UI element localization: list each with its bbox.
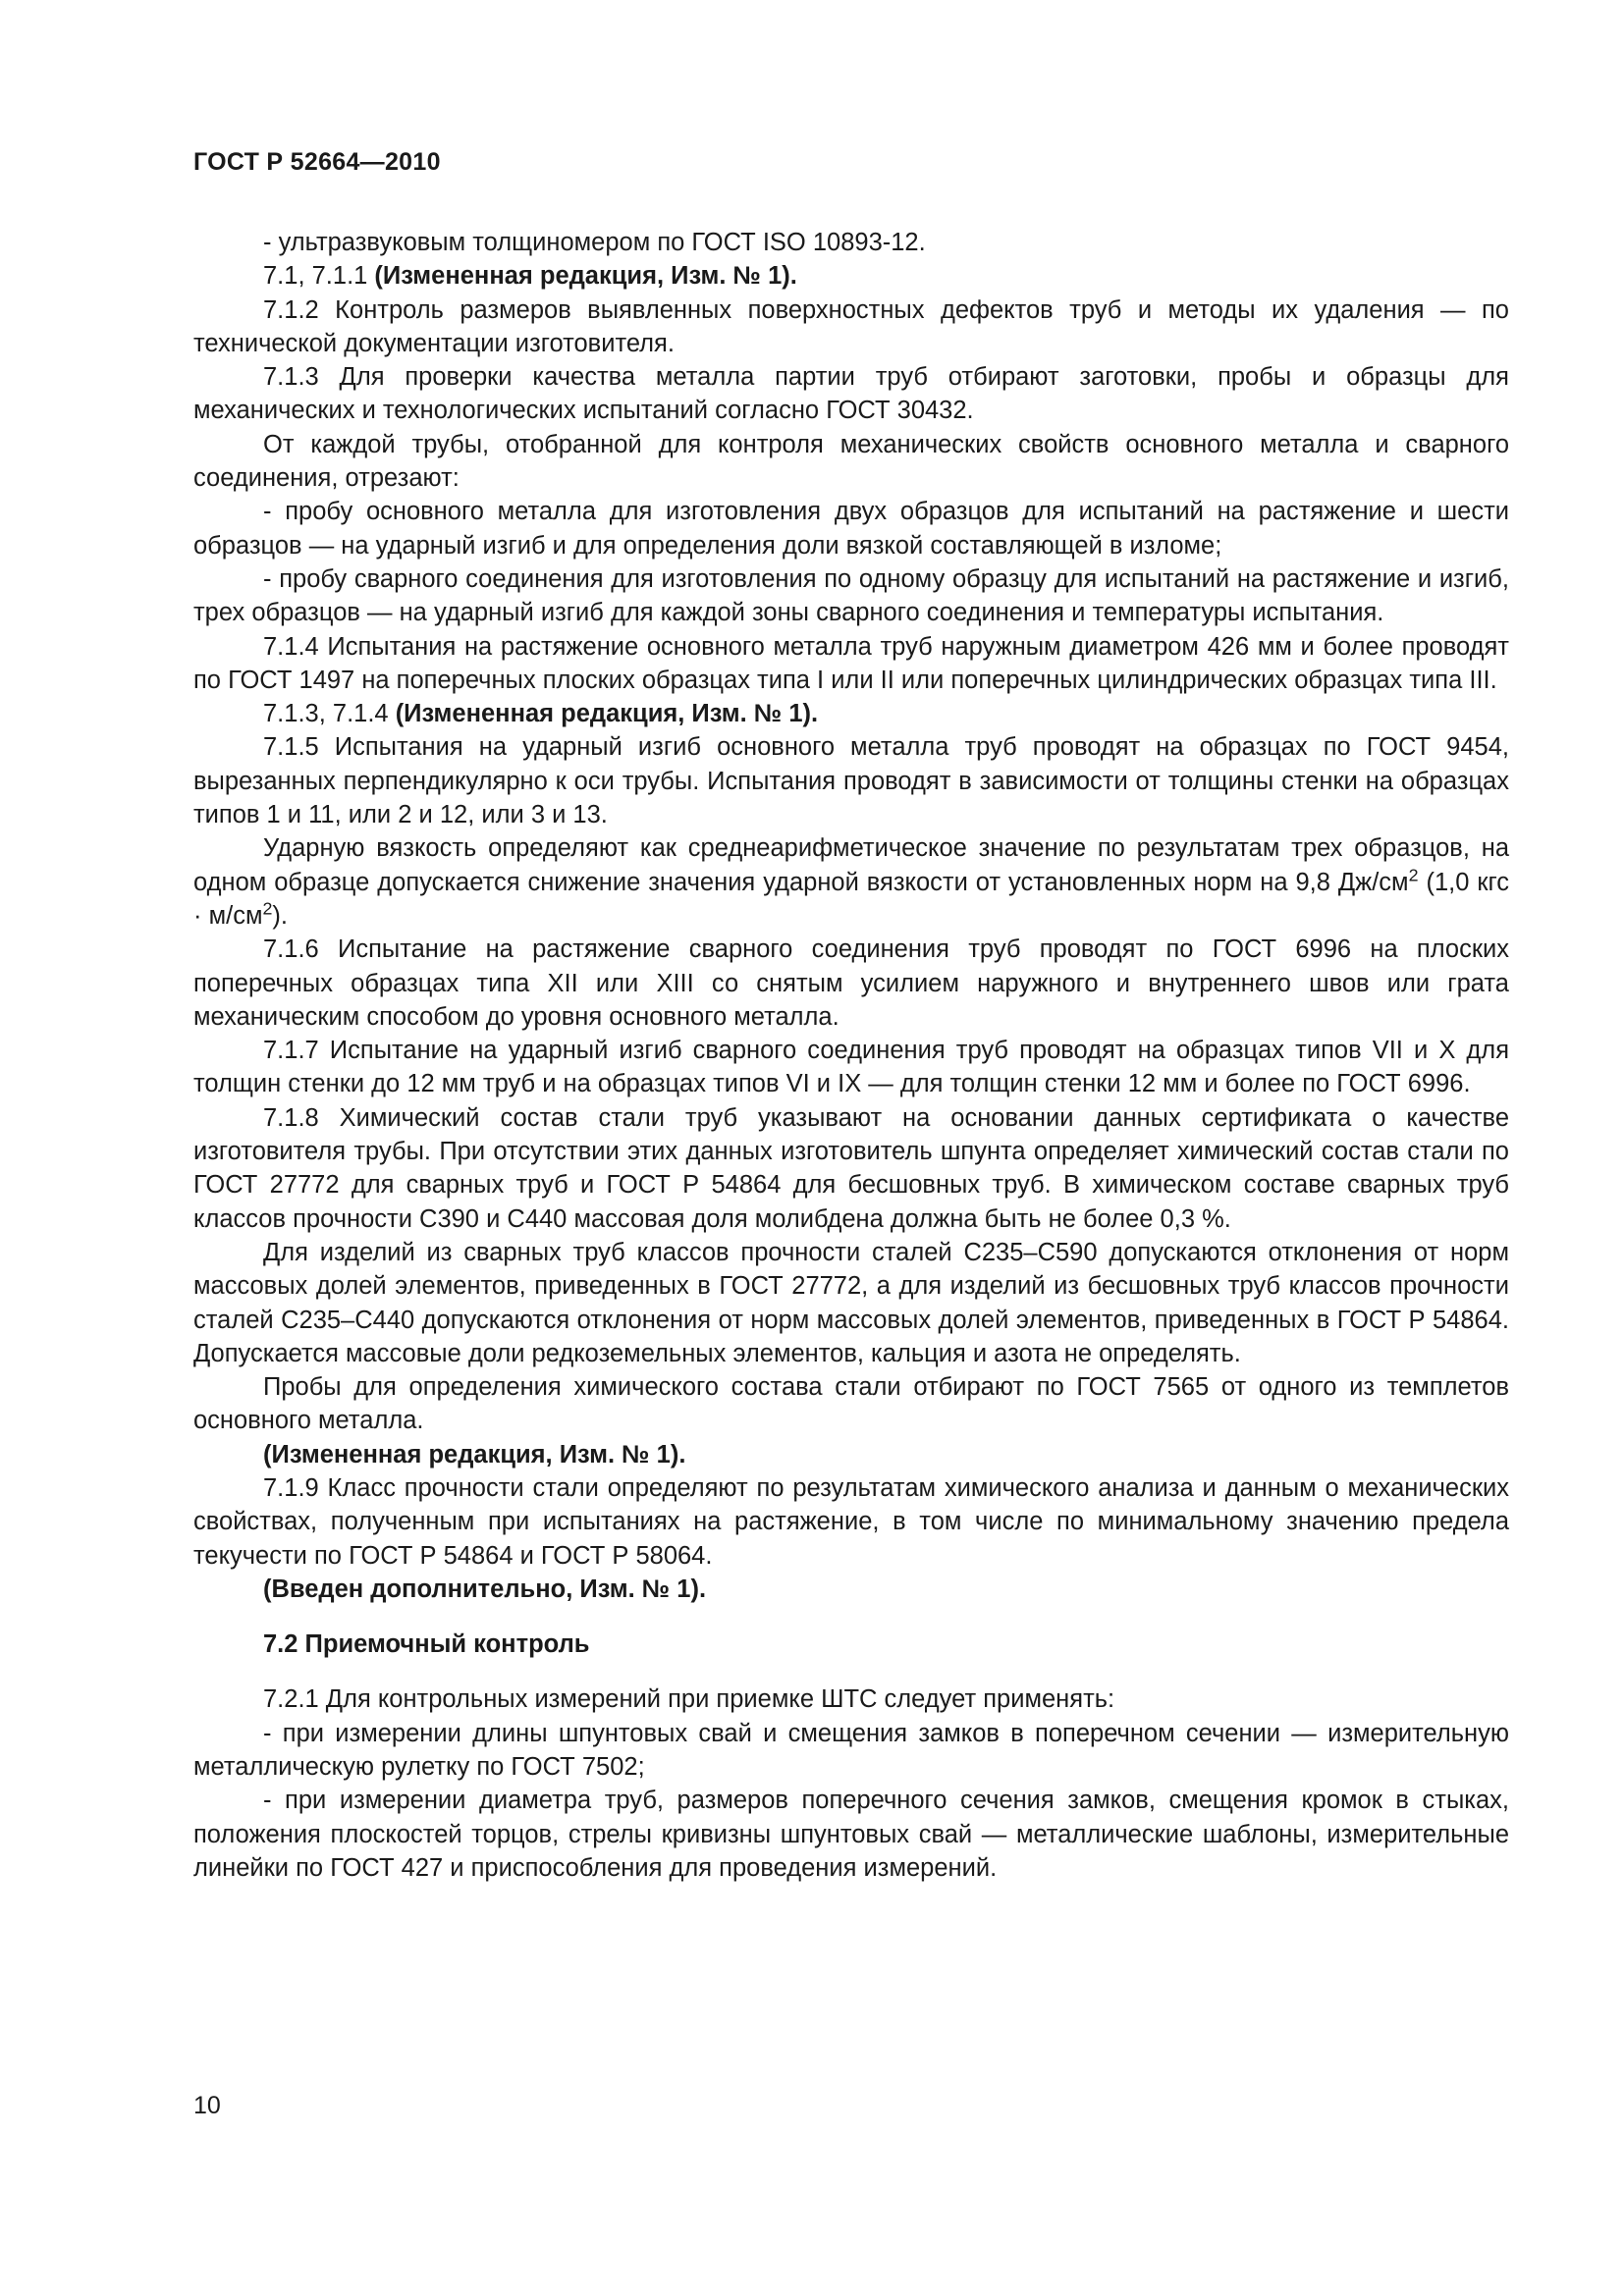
paragraph-cut-samples: От каждой трубы, отобранной для контроля механических свойств основного металла и сварного соединения, отрезают: — [193, 430, 1509, 493]
list-item-tape-measure: - при измерении длины шпунтовых свай и смещения замков в поперечном сечении — измерительную металлическую рулетку по ГОСТ 7502; — [193, 1719, 1509, 1782]
list-item-base-metal-sample: - пробу основного металла для изготовления двух образцов для испытаний на растяжение и шести образцов — на ударный изгиб и для определения доли вязкой составляющей в изломе; — [193, 498, 1509, 560]
amendment-note-7-1-3: 7.1.3, 7.1.4 (Измененная редакция, Изм. № 1). — [263, 700, 819, 728]
document-body — [193, 226, 1509, 1885]
paragraph-ultrasonic: - ультразвуковым толщиномером по ГОСТ ISO 10893-12. — [263, 229, 926, 256]
clause-7-1-9: 7.1.9 Класс прочности стали определяют по результатам химического анализа и данным о механических свойствах, полученным при испытаниях на растяжение, в том числе по минимальному значению предела текучести по ГОСТ Р 54864 и ГОСТ Р 58064. — [193, 1473, 1509, 1570]
clause-7-1-7: 7.1.7 Испытание на ударный изгиб сварного соединения труб проводят на образцах типов VII и X для толщин стенки до 12 мм труб и на образцах типов VI и IX — для толщин стенки 12 мм и более по ГОСТ 6996. — [193, 1037, 1509, 1098]
amendment-note-7-1-9: (Введен дополнительно, Изм. № 1). — [263, 1575, 707, 1603]
list-item-weld-sample: - пробу сварного соединения для изготовления по одному образцу для испытаний на растяжение и изгиб, трех образцов — на ударный изгиб для каждой зоны сварного соединения и температуры испытания. — [193, 564, 1509, 627]
clause-7-2-1: 7.2.1 Для контрольных измерений при приемке ШТС следует применять: — [263, 1685, 1115, 1714]
document-header: ГОСТ Р 52664—2010 — [193, 148, 441, 176]
paragraph-impact-toughness: Ударную вязкость определяют как среднеарифметическое значение по результатам трех образцов, на одном образце допускается снижение значения ударной вязкости от установленных норм на 9,8 $Дж/см^2$ (1,0 кгс · $м/см^2$). — [193, 834, 1509, 930]
clause-7-1-6: 7.1.6 Испытание на растяжение сварного соединения труб проводят по ГОСТ 6996 на плоских поперечных образцах типа XII или XIII со снятым усилием наружного и внутреннего швов или грата механическим способом до уровня основного металла. — [193, 935, 1509, 1031]
list-item-templates-rulers: - при измерении диаметра труб, размеров поперечного сечения замков, смещения кромок в стыках, положения плоскостей торцов, стрелы кривизны шпунтовых свай — металлические шаблоны, измерительные линейки по ГОСТ 427 и приспособления для проведения измерений. — [193, 1787, 1509, 1882]
paragraph-chemical-samples: Пробы для определения химического состава стали отбирают по ГОСТ 7565 от одного из темплетов основного металла. — [193, 1373, 1509, 1435]
section-title-7-2: 7.2 Приемочный контроль — [263, 1630, 590, 1659]
amendment-note-7-1-8: (Измененная редакция, Изм. № 1). — [263, 1440, 686, 1468]
page-number: 10 — [193, 2092, 221, 2119]
clause-7-1-5: 7.1.5 Испытания на ударный изгиб основного металла труб проводят на образцах по ГОСТ 9454, вырезанных перпендикулярно к оси трубы. Испытания проводят в зависимости от толщины стенки на образцах типов 1 и 11, или 2 и 12, или 3 и 13. — [193, 733, 1509, 829]
paragraph-mass-fraction-deviations: Для изделий из сварных труб классов прочности сталей С235–С590 допускаются отклонения от норм массовых долей элементов, приведенных в ГОСТ 27772, а для изделий из бесшовных труб классов прочности сталей С235–С440 допускаются отклонения от норм массовых долей элементов, приведенных в ГОСТ Р 54864. Допускается массовые доли редкоземельных элементов, кальция и азота не определять. — [193, 1238, 1509, 1367]
clause-7-1-3: 7.1.3 Для проверки качества металла партии труб отбирают заготовки, пробы и образцы для механических и технологических испытаний согласно ГОСТ 30432. — [193, 363, 1509, 425]
clause-7-1-8: 7.1.8 Химический состав стали труб указывают на основании данных сертификата о качестве изготовителя трубы. При отсутствии этих данных изготовитель шпунта определяет химический состав стали по ГОСТ 27772 для сварных труб и ГОСТ Р 54864 для бесшовных труб. В химическом составе сварных труб классов прочности С390 и С440 массовая доля молибдена должна быть не более 0,3 %. — [193, 1103, 1509, 1233]
clause-7-1-4: 7.1.4 Испытания на растяжение основного металла труб наружным диаметром 426 мм и более проводят по ГОСТ 1497 на поперечных плоских образцах типа I или II или поперечных цилиндрических образцах типа III. — [193, 632, 1509, 694]
amendment-note-7-1: 7.1, 7.1.1 (Измененная редакция, Изм. № 1). — [263, 262, 797, 291]
clause-7-1-2: 7.1.2 Контроль размеров выявленных поверхностных дефектов труб и методы их удаления — по технической документации изготовителя. — [193, 295, 1509, 357]
